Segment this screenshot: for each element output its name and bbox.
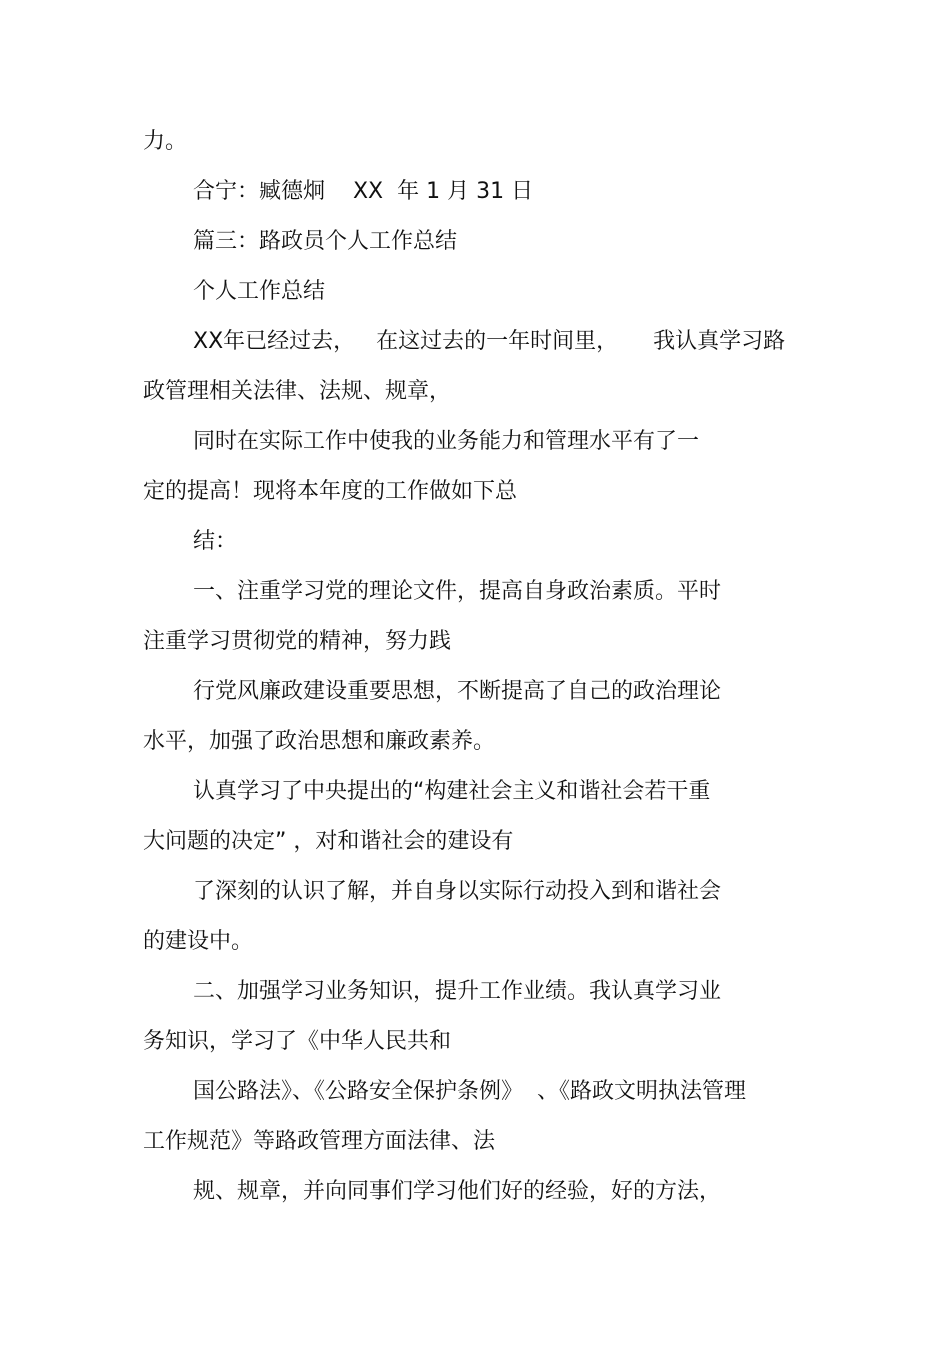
text-line: XX年已经过去， 在这过去的一年时间里， 我认真学习路: [193, 329, 786, 354]
text-line: 同时在实际工作中使我的业务能力和管理水平有了一: [193, 429, 700, 454]
text-line: 结：: [193, 529, 238, 554]
signature-date-line: 合宁：臧德炯 XX 年 1 月 31 日: [193, 179, 534, 204]
text-line: 了深刻的认识了解，并自身以实际行动投入到和谐社会: [193, 879, 722, 904]
text-line: 定的提高！现将本年度的工作做如下总: [143, 479, 518, 504]
section-heading: 篇三：路政员个人工作总结: [193, 229, 458, 254]
text-line: 国公路法》、《公路安全保护条例》 、《路政文明执法管理: [193, 1079, 746, 1104]
text-line: 力。: [143, 129, 188, 154]
text-line: 注重学习贯彻党的精神，努力践: [143, 629, 452, 654]
text-line: 大问题的决定” ，对和谐社会的建设有: [143, 829, 514, 854]
text-line: 认真学习了中央提出的“构建社会主义和谐社会若干重: [193, 779, 711, 804]
text-line: 工作规范》等路政管理方面法律、法: [143, 1129, 496, 1154]
document-title: 个人工作总结: [193, 279, 326, 304]
text-line: 务知识，学习了《中华人民共和: [143, 1029, 452, 1054]
text-line: 二、加强学习业务知识，提升工作业绩。我认真学习业: [193, 979, 722, 1004]
text-line: 规、规章，并向同事们学习他们好的经验，好的方法，: [193, 1179, 722, 1204]
text-line: 一、注重学习党的理论文件，提高自身政治素质。平时: [193, 579, 722, 604]
text-line: 水平，加强了政治思想和廉政素养。: [143, 729, 496, 754]
text-line: 的建设中。: [143, 929, 254, 954]
text-line: 政管理相关法律、法规、规章，: [143, 379, 452, 404]
text-line: 行党风廉政建设重要思想，不断提高了自己的政治理论: [193, 679, 722, 704]
